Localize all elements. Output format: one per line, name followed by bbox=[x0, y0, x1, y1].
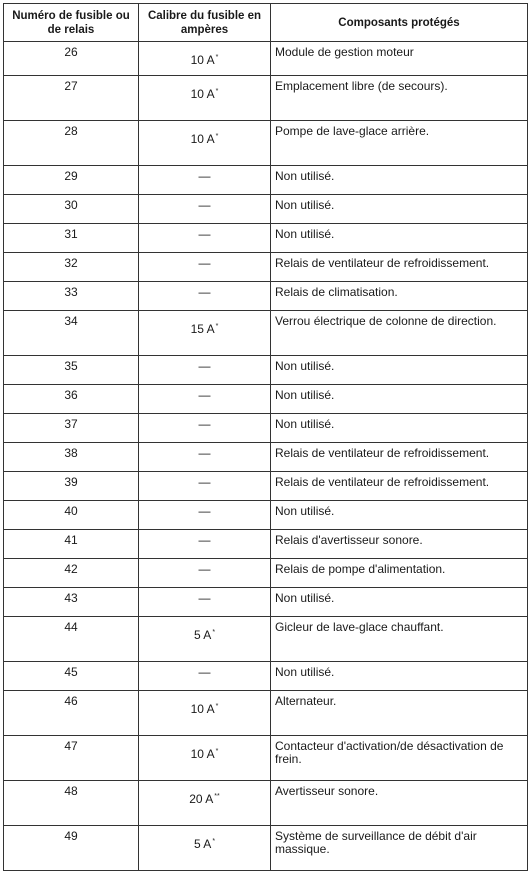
table-row bbox=[4, 414, 528, 443]
protected-component-cell: Alternateur. bbox=[271, 691, 528, 736]
fuse-rating-value: 10 A bbox=[190, 747, 215, 761]
table-row bbox=[4, 501, 528, 530]
protected-component-cell: Gicleur de lave-glace chauffant. bbox=[271, 617, 528, 662]
fuse-rating-value: — bbox=[198, 417, 211, 431]
fuse-rating-value: 15 A bbox=[190, 322, 215, 336]
table-row bbox=[4, 311, 528, 356]
fuse-rating-cell bbox=[139, 166, 271, 195]
fuse-number-cell: 31 bbox=[4, 224, 139, 253]
fuse-rating-cell bbox=[139, 826, 271, 871]
fuse-rating-value: — bbox=[198, 665, 211, 679]
protected-component-cell: Relais de ventilateur de refroidissement. bbox=[271, 253, 528, 282]
fuse-rating-value: 5 A bbox=[193, 837, 212, 851]
fuse-number-cell: 32 bbox=[4, 253, 139, 282]
table-row bbox=[4, 443, 528, 472]
fuse-number-cell: 26 bbox=[4, 42, 139, 76]
fuse-rating-cell bbox=[139, 781, 271, 826]
fuse-rating-cell bbox=[139, 414, 271, 443]
table-row bbox=[4, 662, 528, 691]
protected-component-cell: Relais de pompe d'alimentation. bbox=[271, 559, 528, 588]
fuse-number-cell: 40 bbox=[4, 501, 139, 530]
fuse-rating-cell bbox=[139, 385, 271, 414]
fuse-number-cell: 33 bbox=[4, 282, 139, 311]
protected-component-cell: Avertisseur sonore. bbox=[271, 781, 528, 826]
fuse-rating-cell bbox=[139, 559, 271, 588]
footnote-marker: * bbox=[212, 838, 216, 845]
fuse-rating-cell bbox=[139, 662, 271, 691]
fuse-number-cell: 43 bbox=[4, 588, 139, 617]
footnote-marker: * bbox=[215, 54, 219, 61]
fuse-rating-cell bbox=[139, 588, 271, 617]
fuse-rating-value: — bbox=[198, 533, 211, 547]
table-row bbox=[4, 472, 528, 501]
fuse-rating-cell bbox=[139, 691, 271, 736]
fuse-rating-value: 10 A bbox=[190, 87, 215, 101]
fuse-rating-cell bbox=[139, 530, 271, 559]
protected-component-cell: Module de gestion moteur bbox=[271, 42, 528, 76]
fuse-rating-cell bbox=[139, 356, 271, 385]
table-row bbox=[4, 559, 528, 588]
table-row bbox=[4, 588, 528, 617]
fuse-rating-value: — bbox=[198, 446, 211, 460]
protected-component-cell: Non utilisé. bbox=[271, 166, 528, 195]
fuse-number-cell: 49 bbox=[4, 826, 139, 871]
protected-component-cell: Non utilisé. bbox=[271, 385, 528, 414]
fuse-rating-value: — bbox=[198, 388, 211, 402]
protected-component-cell: Non utilisé. bbox=[271, 588, 528, 617]
protected-component-cell: Verrou électrique de colonne de direction. bbox=[271, 311, 528, 356]
fuse-rating-value: — bbox=[198, 285, 211, 299]
fuse-number-cell: 28 bbox=[4, 121, 139, 166]
table-row bbox=[4, 166, 528, 195]
fuse-rating-cell bbox=[139, 472, 271, 501]
fuse-number-cell: 41 bbox=[4, 530, 139, 559]
fuse-number-cell: 38 bbox=[4, 443, 139, 472]
protected-component-cell: Non utilisé. bbox=[271, 224, 528, 253]
table-row bbox=[4, 42, 528, 76]
fuse-rating-value: — bbox=[198, 227, 211, 241]
table-row bbox=[4, 224, 528, 253]
table-row bbox=[4, 121, 528, 166]
fuse-number-cell: 30 bbox=[4, 195, 139, 224]
protected-component-cell: Non utilisé. bbox=[271, 195, 528, 224]
fuse-number-cell: 48 bbox=[4, 781, 139, 826]
fuse-number-cell: 39 bbox=[4, 472, 139, 501]
fuse-table-body bbox=[4, 42, 528, 871]
fuse-rating-cell bbox=[139, 42, 271, 76]
fuse-number-cell: 35 bbox=[4, 356, 139, 385]
table-row bbox=[4, 617, 528, 662]
protected-component-cell: Relais de ventilateur de refroidissement. bbox=[271, 472, 528, 501]
fuse-rating-cell bbox=[139, 617, 271, 662]
fuse-rating-value: 5 A bbox=[193, 628, 212, 642]
table-row bbox=[4, 530, 528, 559]
fuse-rating-cell bbox=[139, 121, 271, 166]
fuse-rating-value: — bbox=[198, 169, 211, 183]
protected-component-cell: Relais d'avertisseur sonore. bbox=[271, 530, 528, 559]
fuse-number-cell: 46 bbox=[4, 691, 139, 736]
fuse-rating-cell bbox=[139, 282, 271, 311]
fuse-rating-value: — bbox=[198, 198, 211, 212]
fuse-rating-cell bbox=[139, 443, 271, 472]
footnote-marker: * bbox=[215, 748, 219, 755]
table-row bbox=[4, 781, 528, 826]
protected-component-cell: Non utilisé. bbox=[271, 356, 528, 385]
fuse-number-cell: 29 bbox=[4, 166, 139, 195]
table-row bbox=[4, 356, 528, 385]
footnote-marker: * bbox=[215, 703, 219, 710]
footnote-marker: * bbox=[215, 133, 219, 140]
table-row bbox=[4, 736, 528, 781]
protected-component-cell: Contacteur d'activation/de désactivation de frein. bbox=[271, 736, 528, 781]
table-row bbox=[4, 282, 528, 311]
fuse-number-cell: 27 bbox=[4, 76, 139, 121]
fuse-rating-value: — bbox=[198, 591, 211, 605]
fuse-rating-cell bbox=[139, 311, 271, 356]
fuse-number-cell: 37 bbox=[4, 414, 139, 443]
protected-component-cell: Non utilisé. bbox=[271, 501, 528, 530]
protected-component-cell: Relais de climatisation. bbox=[271, 282, 528, 311]
protected-component-cell: Système de surveillance de débit d'air massique. bbox=[271, 826, 528, 871]
header-fuse-number: Numéro de fusible ou de relais bbox=[4, 4, 139, 42]
header-fuse-rating: Calibre du fusible en ampères bbox=[139, 4, 271, 42]
fuse-rating-value: 10 A bbox=[190, 53, 215, 67]
footnote-marker: * bbox=[215, 323, 219, 330]
protected-component-cell: Pompe de lave-glace arrière. bbox=[271, 121, 528, 166]
fuse-number-cell: 42 bbox=[4, 559, 139, 588]
fuse-number-cell: 44 bbox=[4, 617, 139, 662]
fuse-rating-value: — bbox=[198, 504, 211, 518]
fuse-table bbox=[3, 3, 528, 871]
table-row bbox=[4, 195, 528, 224]
protected-component-cell: Emplacement libre (de secours). bbox=[271, 76, 528, 121]
table-row bbox=[4, 691, 528, 736]
protected-component-cell: Non utilisé. bbox=[271, 662, 528, 691]
footnote-marker: * bbox=[212, 629, 216, 636]
footnote-marker: * bbox=[215, 88, 219, 95]
table-row bbox=[4, 76, 528, 121]
table-row bbox=[4, 253, 528, 282]
fuse-number-cell: 34 bbox=[4, 311, 139, 356]
fuse-rating-cell bbox=[139, 501, 271, 530]
table-header-row bbox=[4, 4, 528, 42]
fuse-rating-value: — bbox=[198, 475, 211, 489]
fuse-rating-value: — bbox=[198, 562, 211, 576]
fuse-rating-value: 20 A bbox=[189, 792, 214, 806]
fuse-rating-cell bbox=[139, 736, 271, 781]
fuse-rating-value: 10 A bbox=[190, 132, 215, 146]
fuse-rating-value: 10 A bbox=[190, 702, 215, 716]
protected-component-cell: Non utilisé. bbox=[271, 414, 528, 443]
fuse-rating-cell bbox=[139, 224, 271, 253]
fuse-number-cell: 45 bbox=[4, 662, 139, 691]
fuse-number-cell: 47 bbox=[4, 736, 139, 781]
fuse-number-cell: 36 bbox=[4, 385, 139, 414]
table-row bbox=[4, 385, 528, 414]
header-protected-components: Composants protégés bbox=[271, 4, 528, 42]
fuse-rating-cell bbox=[139, 195, 271, 224]
fuse-rating-value: — bbox=[198, 359, 211, 373]
fuse-rating-cell bbox=[139, 253, 271, 282]
fuse-rating-value: — bbox=[198, 256, 211, 270]
footnote-marker: ** bbox=[214, 793, 220, 800]
fuse-rating-cell bbox=[139, 76, 271, 121]
protected-component-cell: Relais de ventilateur de refroidissement. bbox=[271, 443, 528, 472]
table-row bbox=[4, 826, 528, 871]
